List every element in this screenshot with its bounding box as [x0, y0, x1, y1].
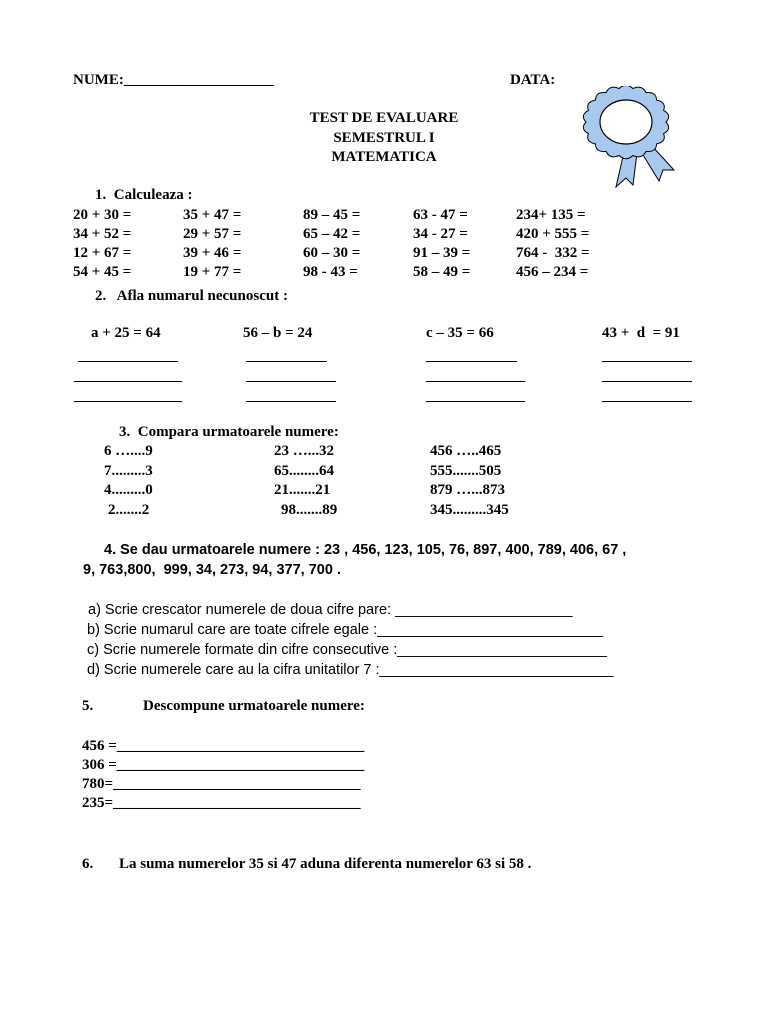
- name-label: NUME:____________________: [73, 72, 274, 88]
- comparison-item: 2.......2: [108, 501, 150, 518]
- section-3-title: 3. Compara urmatoarele numere:: [119, 424, 339, 440]
- section-4-intro-line-1: 4. Se dau urmatoarele numere : 23 , 456, 123, 105, 76, 897, 400, 789, 406, 67 ,: [104, 542, 627, 558]
- section-1-title: 1. Calculeaza :: [95, 187, 193, 203]
- calculation-item: 19 + 77 =: [183, 264, 242, 280]
- decompose-item: 235=_________________________________: [82, 795, 361, 811]
- calculation-item: 20 + 30 =: [73, 207, 132, 223]
- comparison-item: 23 …...32: [274, 443, 334, 459]
- title-line-2: SEMESTRUL I: [333, 129, 435, 146]
- answer-line[interactable]: [74, 401, 182, 402]
- section-6-number: 6.: [82, 856, 94, 872]
- comparison-item: 6 …....9: [104, 443, 153, 459]
- section-5-number: 5.: [82, 698, 94, 714]
- comparison-item: 21.......21: [274, 482, 331, 498]
- rosette-center: [600, 100, 652, 144]
- section-4-intro-line-2: 9, 763,800, 999, 34, 273, 94, 377, 700 .: [83, 562, 341, 578]
- answer-line[interactable]: [602, 361, 692, 362]
- calculation-item: 420 + 555 =: [516, 226, 590, 242]
- answer-line[interactable]: [426, 361, 517, 362]
- calculation-item: 234+ 135 =: [516, 207, 586, 223]
- answer-line[interactable]: [602, 401, 692, 402]
- calculation-item: 764 - 332 =: [516, 245, 590, 261]
- section-2-title: 2. Afla numarul necunoscut :: [95, 288, 288, 304]
- comparison-item: 456 …..465: [430, 443, 502, 459]
- calculation-item: 98 - 43 =: [303, 264, 358, 280]
- decompose-item: 456 =_________________________________: [82, 738, 365, 754]
- calculation-item: 456 – 234 =: [516, 264, 589, 280]
- answer-line[interactable]: [78, 361, 178, 362]
- calculation-item: 63 - 47 =: [413, 207, 468, 223]
- comparison-item: 879 …...873: [430, 482, 505, 498]
- calculation-item: 34 + 52 =: [73, 226, 132, 242]
- comparison-item: 555.......505: [430, 462, 502, 479]
- decompose-item: 306 =_________________________________: [82, 757, 365, 773]
- answer-line[interactable]: [602, 381, 692, 382]
- answer-line[interactable]: [74, 381, 182, 382]
- equation-item: a + 25 = 64: [91, 325, 161, 341]
- answer-line[interactable]: [426, 401, 525, 402]
- ribbon-rosette-icon: [582, 86, 682, 190]
- calculation-item: 60 – 30 =: [303, 245, 361, 261]
- answer-line[interactable]: [426, 381, 525, 382]
- comparison-item: 4.........0: [104, 482, 153, 498]
- calculation-item: 12 + 67 =: [73, 245, 132, 261]
- answer-line[interactable]: [246, 361, 327, 362]
- task-a: a) Scrie crescator numerele de doua cifre pare: ______________________: [88, 602, 573, 618]
- calculation-item: 58 – 49 =: [413, 264, 471, 280]
- comparison-item: 98.......89: [281, 501, 338, 518]
- title-line-3: MATEMATICA: [331, 149, 437, 165]
- calculation-item: 35 + 47 =: [183, 207, 242, 223]
- task-b: b) Scrie numarul care are toate cifrele egale :____________________________: [87, 622, 603, 638]
- comparison-item: 65........64: [274, 462, 334, 479]
- calculation-item: 65 – 42 =: [303, 226, 361, 242]
- equation-item: 56 – b = 24: [243, 325, 313, 341]
- answer-line[interactable]: [246, 401, 336, 402]
- date-label: DATA:: [510, 72, 556, 88]
- calculation-item: 54 + 45 =: [73, 264, 132, 280]
- calculation-item: 89 – 45 =: [303, 207, 361, 223]
- calculation-item: 91 – 39 =: [413, 245, 471, 261]
- equation-item: 43 + d = 91: [602, 325, 680, 341]
- calculation-item: 34 - 27 =: [413, 226, 468, 242]
- equation-item: c – 35 = 66: [426, 325, 494, 341]
- comparison-item: 345.........345: [430, 501, 509, 518]
- calculation-item: 39 + 46 =: [183, 245, 242, 261]
- answer-line[interactable]: [246, 381, 336, 382]
- calculation-item: 29 + 57 =: [183, 226, 242, 242]
- section-5-title: Descompune urmatoarele numere:: [143, 698, 365, 714]
- title-line-1: TEST DE EVALUARE: [309, 110, 459, 126]
- section-6-text: La suma numerelor 35 si 47 aduna diferenta numerelor 63 si 58 .: [119, 856, 532, 872]
- decompose-item: 780=_________________________________: [82, 776, 361, 792]
- task-c: c) Scrie numerele formate din cifre consecutive :__________________________: [87, 642, 607, 658]
- comparison-item: 7.........3: [104, 462, 153, 479]
- task-d: d) Scrie numerele care au la cifra unitatilor 7 :_____________________________: [87, 662, 614, 678]
